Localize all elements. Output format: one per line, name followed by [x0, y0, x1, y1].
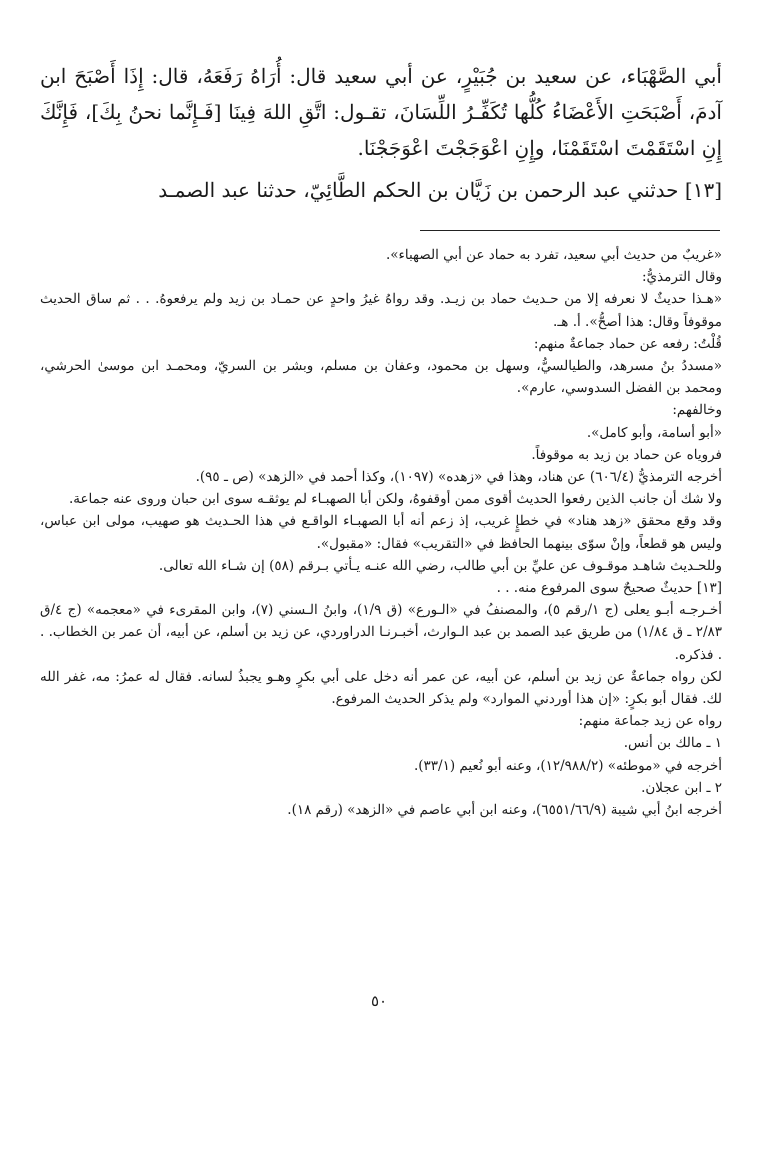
- footnote-line: «غريبٌ من حديث أبي سعيد، تفرد به حماد عن أبي الصهباء».: [385, 247, 722, 263]
- footnote-line: «هـذا حديثٌ لا نعرفه إلا من حـديث حماد بن زيـد. وقد رواهُ غيرُ واحدٍ عن حمـاد بن زيد ولم يرفعوهُ. . . ثم ساق الحديث موقوفاً وقال: هذا أصحُّ». أ. هـ.: [40, 291, 722, 330]
- footnote-line: أخرجه الترمذيُّ (٦٠٦/٤) عن هناد، وهذا في «زهده» (١٠٩٧)، وكذا أحمد في «الزهد» (ص ـ ٩٥).: [195, 469, 722, 486]
- footnotes: [40, 244, 722, 821]
- footnote-line: فروياه عن حماد بن زيد به موقوفاً.: [531, 446, 722, 463]
- hadith-13-start: [١٣] حدثني عبد الرحمن بن زَيَّان بن الحكم الطَّائِيّ، حدثنا عبد الصمـد: [158, 178, 722, 202]
- footnote-line: لكن رواه جماعةٌ عن زيد بن أسلم، عن أبيه، عن عمر أنه دخل على أبي بكرٍ وهـو يجبذُ لسانه. فقال له عمرُ: مه، غفر الله لك. فقال أبو بكرٍ: «إن هذا أوردني الموارد» ولم يذكر الحديث المرفوع.: [40, 668, 722, 708]
- hadith-12-end: أبي الصَّهْبَاء، عن سعيد بن جُبَيْرٍ، عن أبي سعيد قال: أُرَاهُ رَفَعَهُ، قال: إِذَا أَصْبَحَ ابن آدمَ، أَصْبَحَتِ الأَعْضَاءُ كُلُّها تُكَفِّـرُ اللِّسَانَ، تقـول: اتَّقِ اللهَ فِينَا [فَـإِنَّما نحنُ بِكَ]، فَإِنَّكَ إِنِ اسْتَقَمْتَ اسْتَقَمْنَا، وإِنِ اعْوَجَجْتَ اعْوَجَجْنَا.: [40, 64, 722, 160]
- footnote-line: أخرجه في «موطئه» (١٢/٩٨٨/٢)، وعنه أبو نُعيم (٣٣/١).: [413, 757, 722, 774]
- footnote-line: [١٣] حديثٌ صحيحٌ سوى المرفوع منه. . .: [496, 580, 722, 597]
- footnote-line: رواه عن زيد جماعة منهم:: [578, 713, 722, 730]
- footnote-line: ولا شك أن جانب الذين رفعوا الحديث أقوى ممن أوقفوهُ، ولكن أبا الصهبـاء لم يوثقـه سوى ابن حبان وروى عنه جماعة.: [68, 491, 722, 508]
- footnote-line: وقال الترمذيُّ:: [641, 269, 722, 286]
- footnote-line: وقد وقع محقق «زهد هناد» في خطإٍ غريب، إذ زعم أنه أبا الصهبـاء الواقـع في هذا الحـديث هو صهيب، مولى ابن عباس، وليس هو قطعاً، وإنْ سوّى بينهما الحافظ في «التقريب» فقال: «مقبول».: [40, 513, 722, 552]
- footnote-line: قُلْتُ: رفعه عن حماد جماعةٌ منهم:: [533, 335, 722, 352]
- footnote-line: أخرجه ابنُ أبي شيبة (٦٥٥١/٦٦/٩)، وعنه ابن أبي عاصم في «الزهد» (رقم ١٨).: [287, 802, 722, 819]
- footnote-separator: [420, 230, 720, 231]
- footnote-line: ٢ ـ ابن عجلان.: [641, 779, 722, 796]
- footnote-line: أخـرجـه أبـو يعلى (ج ١/رقم ٥)، والمصنفُ في «الـورع» (ق ١/٩)، وابنُ الـسني (٧)، وابن المقرىء في «معجمه» (ج ٤/ق ٢/٨٣ ـ ق ١/٨٤) من طريق عبد الصمد بن عبد الـوارث، أخبـرنـا الدراوردي، عن زيد بن أسلم، عن أبيه، أن عمر بن الخطاب. . . فذكره.: [40, 602, 722, 663]
- footnote-line: «أبو أسامة، وأبو كامل».: [586, 424, 722, 441]
- footnote-line: ١ ـ مالك بن أنس.: [623, 735, 722, 752]
- page-number: ٥٠: [370, 992, 388, 1010]
- main-text: [40, 58, 722, 208]
- footnote-line: وللحـديث شاهـد موقـوف عن عليِّ بن أبي طالب، رضي الله عنـه يـأتي بـرقم (٥٨) إن شـاء الله تعالى.: [158, 557, 722, 574]
- footnote-line: وخالفهم:: [672, 402, 722, 419]
- footnote-line: «مسددُ بنُ مسرهد، والطيالسيُّ، وسهل بن محمود، وعفان بن مسلم، وبشر بن السريّ، ومحمـد ابن موسىٰ الحرشي، ومحمد بن الفضل السدوسي، عارم».: [40, 358, 722, 397]
